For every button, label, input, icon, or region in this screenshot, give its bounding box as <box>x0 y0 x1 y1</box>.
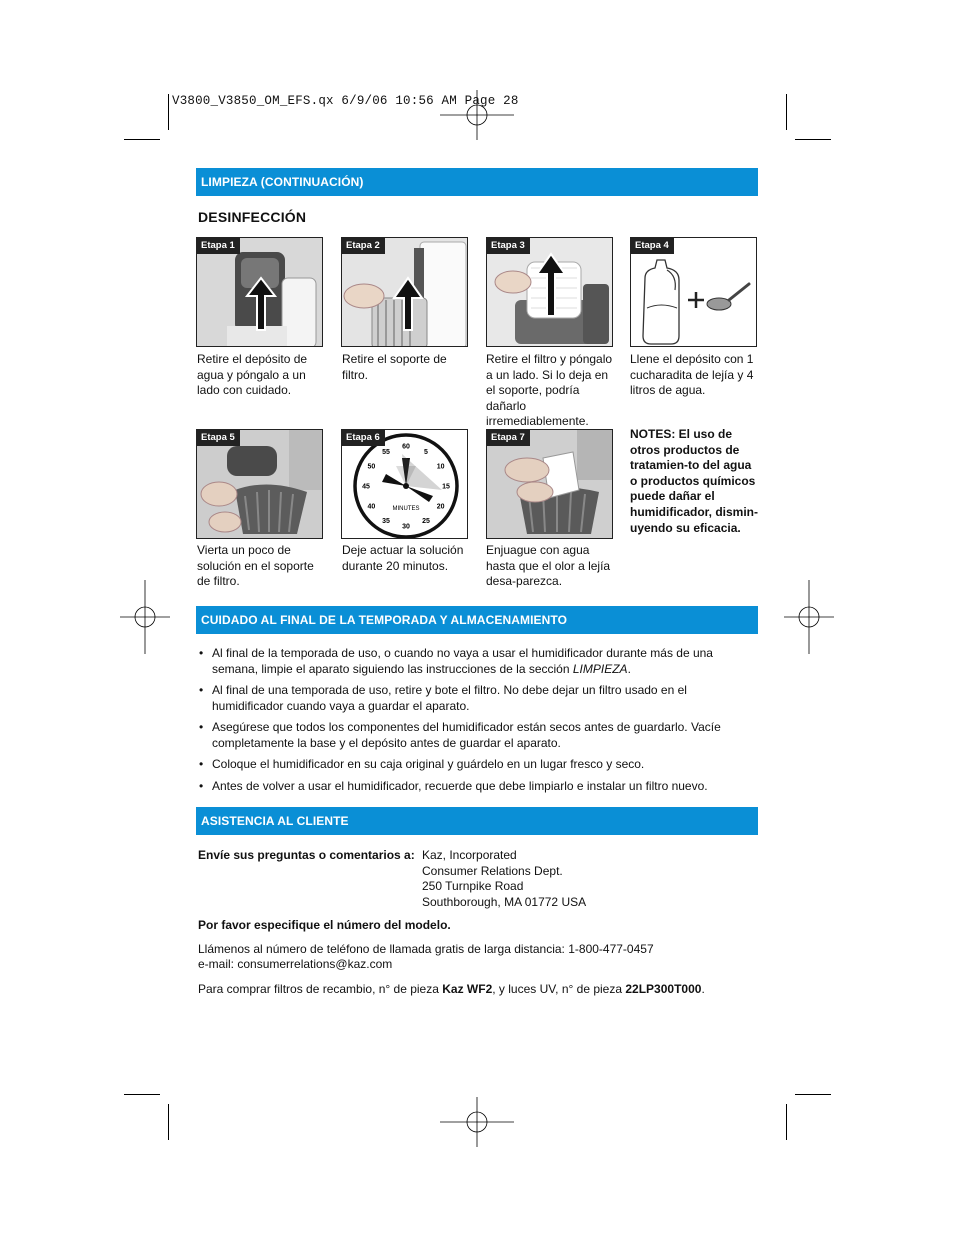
step-3-illustration <box>486 237 613 347</box>
step-1-illustration <box>196 237 323 347</box>
clock-number: 55 <box>382 448 390 456</box>
step-4-caption: Llene el depósito con 1 cucharadita de lejía y 4 litros de agua. <box>630 352 754 397</box>
clock-number: 50 <box>367 463 376 471</box>
step-2-caption: Retire el soporte de filtro. <box>342 352 447 382</box>
step-6-caption: Deje actuar la solución durante 20 minutos. <box>342 543 464 573</box>
step-6-label: Etapa 6 <box>342 430 385 446</box>
step-1-label: Etapa 1 <box>197 238 240 254</box>
clock-minutes-label: MINUTES <box>392 506 420 512</box>
email-line: e-mail: consumerrelations@kaz.com <box>198 957 393 971</box>
cuidado-list <box>196 646 758 800</box>
section-bar-asistencia: ASISTENCIA AL CLIENTE <box>196 807 758 835</box>
list-item: • Al final de la temporada de uso, o cuando no vaya a usar el humidificador durante más de una semana, limpie el aparato siguiendo las instrucciones de la sección LIMPIEZA. <box>196 646 758 677</box>
clock-number: 40 <box>367 503 376 511</box>
step-3-label: Etapa 3 <box>487 238 530 254</box>
envie-label: Envíe sus preguntas o comentarios a: <box>198 848 415 862</box>
step-3-caption: Retire el filtro y póngalo a un lado. Si lo deja en el soporte, podría dañarlo irremediablemente. <box>486 352 613 428</box>
step-7-label: Etapa 7 <box>487 430 530 446</box>
humidifier-tank-icon <box>197 238 323 347</box>
step-4-label: Etapa 4 <box>631 238 674 254</box>
rinse-filter-icon <box>487 430 613 539</box>
list-item: • Al final de una temporada de uso, retire y bote el filtro. No debe dejar un filtro usado en el humidificador cuando vaya a guardar el aparato. <box>196 683 758 714</box>
filter-remove-icon <box>487 238 613 347</box>
list-item: • Coloque el humidificador en su caja original y guárdelo en un lugar fresco y seco. <box>196 757 758 773</box>
step-1-caption: Retire el depósito de agua y póngalo a un lado con cuidado. <box>197 352 308 397</box>
registration-mark-icon <box>440 1097 514 1147</box>
clock-number: 30 <box>402 523 410 531</box>
print-slug: V3800_V3850_OM_EFS.qx 6/9/06 10:56 AM Page 28 <box>172 94 519 108</box>
clock-number: 15 <box>442 483 450 491</box>
clock-number: 20 <box>436 503 445 511</box>
registration-mark-icon <box>120 580 170 654</box>
clock-number: 45 <box>362 483 370 491</box>
phone-line: Llámenos al número de teléfono de llamada gratis de larga distancia: 1-800-477-0457 <box>198 942 654 956</box>
step-4-illustration <box>630 237 757 347</box>
step-2-label: Etapa 2 <box>342 238 385 254</box>
list-item: • Antes de volver a usar el humidificador, recuerde que debe limpiarlo e instalar un filtro nuevo. <box>196 779 758 795</box>
section-bar-limpieza: LIMPIEZA (CONTINUACIÓN) <box>196 168 758 196</box>
clock-number: 60 <box>402 443 410 451</box>
mailing-address: Kaz, Incorporated Consumer Relations Dept. 250 Turnpike Road Southborough, MA 01772 USA <box>422 848 587 909</box>
step-7-caption: Enjuague con agua hasta que el olor a lejía desa-parezca. <box>486 543 611 588</box>
bleach-jug-and-spoon-icon <box>631 238 757 347</box>
clock-number: 35 <box>382 518 390 526</box>
step-2-illustration <box>341 237 468 347</box>
step-6-illustration <box>341 429 468 539</box>
replacement-parts-line: Para comprar filtros de recambio, n° de pieza Kaz WF2, y luces UV, n° de pieza 22LP300T000. <box>198 982 705 996</box>
step-5-label: Etapa 5 <box>197 430 240 446</box>
pour-solution-icon <box>197 430 323 539</box>
especifique-modelo: Por favor especifique el número del modelo. <box>198 918 451 932</box>
clock-icon <box>342 430 468 539</box>
clock-number: 5 <box>424 448 428 456</box>
step-7-illustration <box>486 429 613 539</box>
step-5-caption: Vierta un poco de solución en el soporte de filtro. <box>197 543 314 588</box>
list-item: • Asegúrese que todos los componentes del humidificador están secos antes de guardarlo. Vacíe completamente la base y el depósito antes de guardar el aparato. <box>196 720 758 751</box>
clock-number: 25 <box>422 518 430 526</box>
filter-holder-icon <box>342 238 468 347</box>
desinfeccion-heading: DESINFECCIÓN <box>198 209 307 225</box>
notes-warning: NOTES: El uso de otros productos de tratamien-to del agua o productos químicos puede dañar el humidificador, dismin-uyendo su eficacia. <box>630 427 759 535</box>
section-bar-cuidado: CUIDADO AL FINAL DE LA TEMPORADA Y ALMACENAMIENTO <box>196 606 758 634</box>
step-5-illustration <box>196 429 323 539</box>
registration-mark-icon <box>784 580 834 654</box>
clock-number: 10 <box>436 463 445 471</box>
